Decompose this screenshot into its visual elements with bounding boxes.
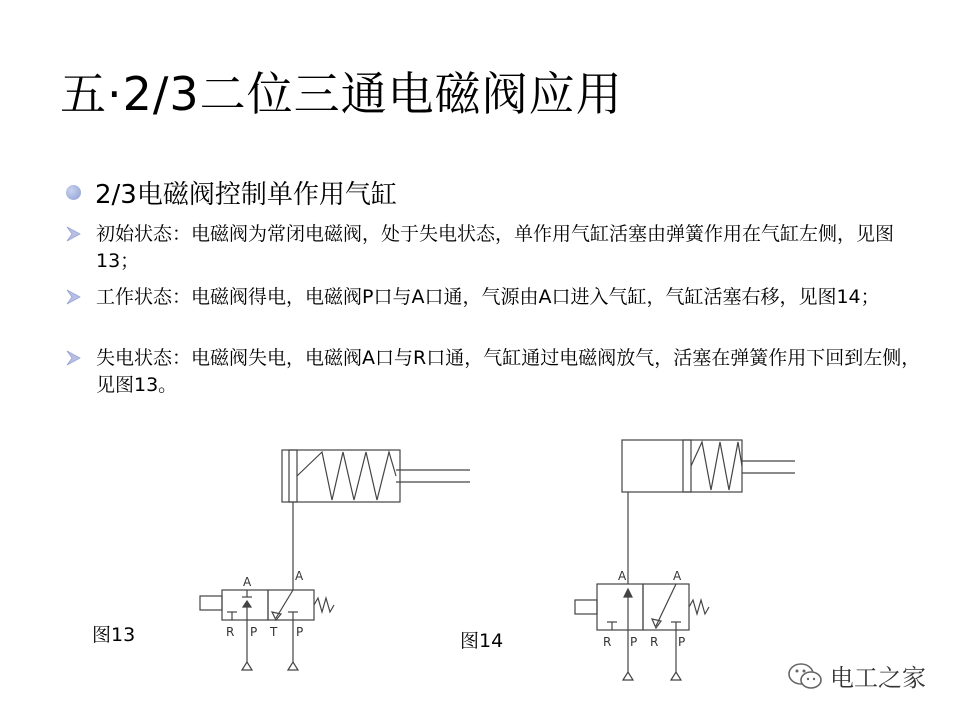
watermark-text: 电工之家 <box>830 664 926 692</box>
fig13-cylinder <box>282 450 470 502</box>
fig13-port-p-right: P <box>296 625 304 639</box>
fig14-port-r-left: R <box>603 635 612 649</box>
fig13-valve <box>200 590 334 670</box>
fig14-valve <box>575 584 709 680</box>
fig13-port-a-left: A <box>243 575 252 589</box>
main-bullet-text: 2/3电磁阀控制单作用气缸 <box>95 180 397 210</box>
slide-title: 五·2/3二位三通电磁阀应用 <box>60 67 623 121</box>
point-working-text: 工作状态：电磁阀得电，电磁阀P口与A口通，气源由A口进入气缸，气缸活塞右移，见图14； <box>96 286 880 308</box>
fig13-label: 图13 <box>92 624 136 646</box>
wechat-icon <box>786 661 824 691</box>
fig14-label: 图14 <box>460 630 504 652</box>
point-initial-text: 初始状态：电磁阀为常闭电磁阀，处于失电状态，单作用气缸活塞由弹簧作用在气缸左侧，见图13； <box>96 223 895 272</box>
watermark <box>786 658 926 693</box>
fig13-port-p-left: P <box>250 625 258 639</box>
fig13-port-r-right: T <box>270 625 278 639</box>
fig14-port-p-left: P <box>630 635 638 649</box>
fig13-port-a-right: A <box>295 569 304 583</box>
fig14-cylinder <box>622 440 795 492</box>
fig14-port-a-right: A <box>673 569 682 583</box>
fig14-port-p-right: P <box>678 635 686 649</box>
point-deenergized-text: 失电状态：电磁阀失电，电磁阀A口与R口通，气缸通过电磁阀放气，活塞在弹簧作用下回到左侧，见图13。 <box>96 347 921 396</box>
fig13-port-r-left: R <box>226 625 235 639</box>
fig13-port-labels <box>226 569 304 639</box>
fig14-port-a-left: A <box>618 569 627 583</box>
fig14-port-r-right: R <box>650 635 659 649</box>
fig14-port-labels <box>603 569 685 649</box>
